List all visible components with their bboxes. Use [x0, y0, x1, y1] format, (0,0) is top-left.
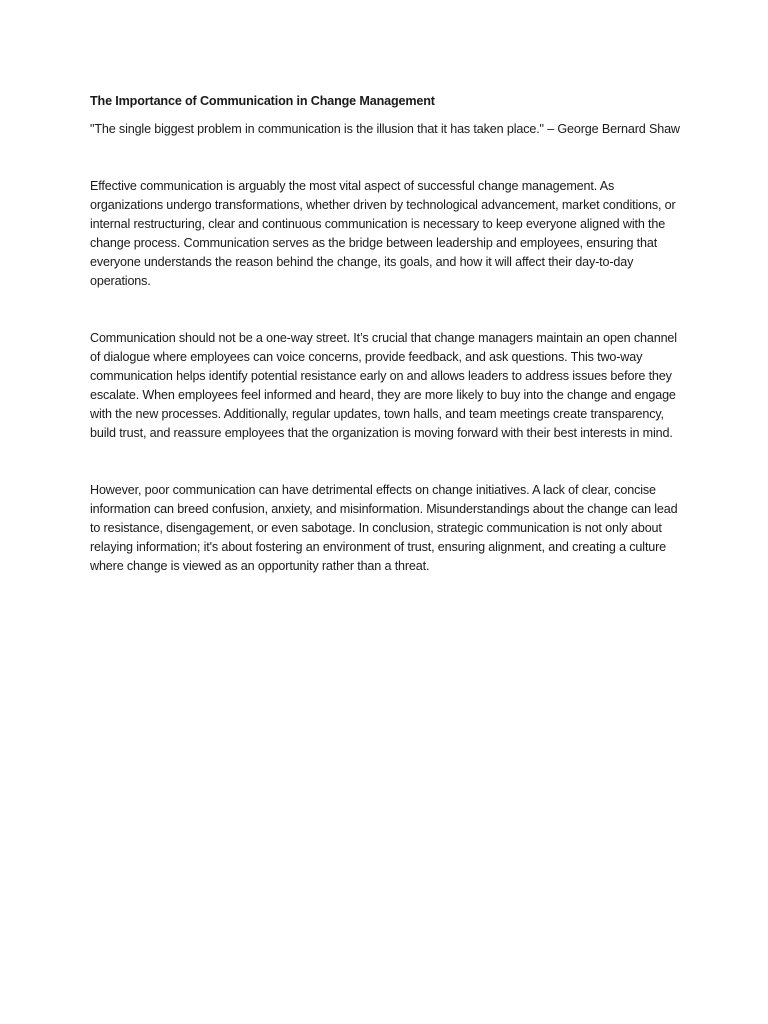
- paragraph-2: Communication should not be a one-way street. It’s crucial that change managers maintain an open channel of dialogue where employees can voice concerns, provide feedback, and ask questions. This two-way communication helps identify potential resistance early on and allows leaders to address issues before they escalate. When employees feel informed and heard, they are more likely to buy into the change and engage with the new processes. Additionally, regular updates, town halls, and team meetings create transparency, build trust, and reassure employees that the organization is moving forward with their best interests in mind.: [90, 331, 677, 440]
- paragraph-3: However, poor communication can have detrimental effects on change initiatives. A lack of clear, concise information can breed confusion, anxiety, and misinformation. Misunderstandings about the change can lead to resistance, disengagement, or even sabotage. In conclusion, strategic communication is not only about relaying information; it's about fostering an environment of trust, ensuring alignment, and creating a culture where change is viewed as an opportunity rather than a threat.: [90, 483, 678, 573]
- document-title: The Importance of Communication in Change Management: [90, 94, 435, 108]
- paragraph-1: Effective communication is arguably the most vital aspect of successful change management. As organizations undergo transformations, whether driven by technological advancement, market conditions, or internal restructuring, clear and continuous communication is necessary to keep everyone aligned with the change process. Communication serves as the bridge between leadership and employees, ensuring that everyone understands the reason behind the change, its goals, and how it will affect their day-to-day operations.: [90, 179, 676, 288]
- document-body: [90, 92, 682, 614]
- opening-quote: "The single biggest problem in communication is the illusion that it has taken place." – George Bernard Shaw: [90, 122, 680, 136]
